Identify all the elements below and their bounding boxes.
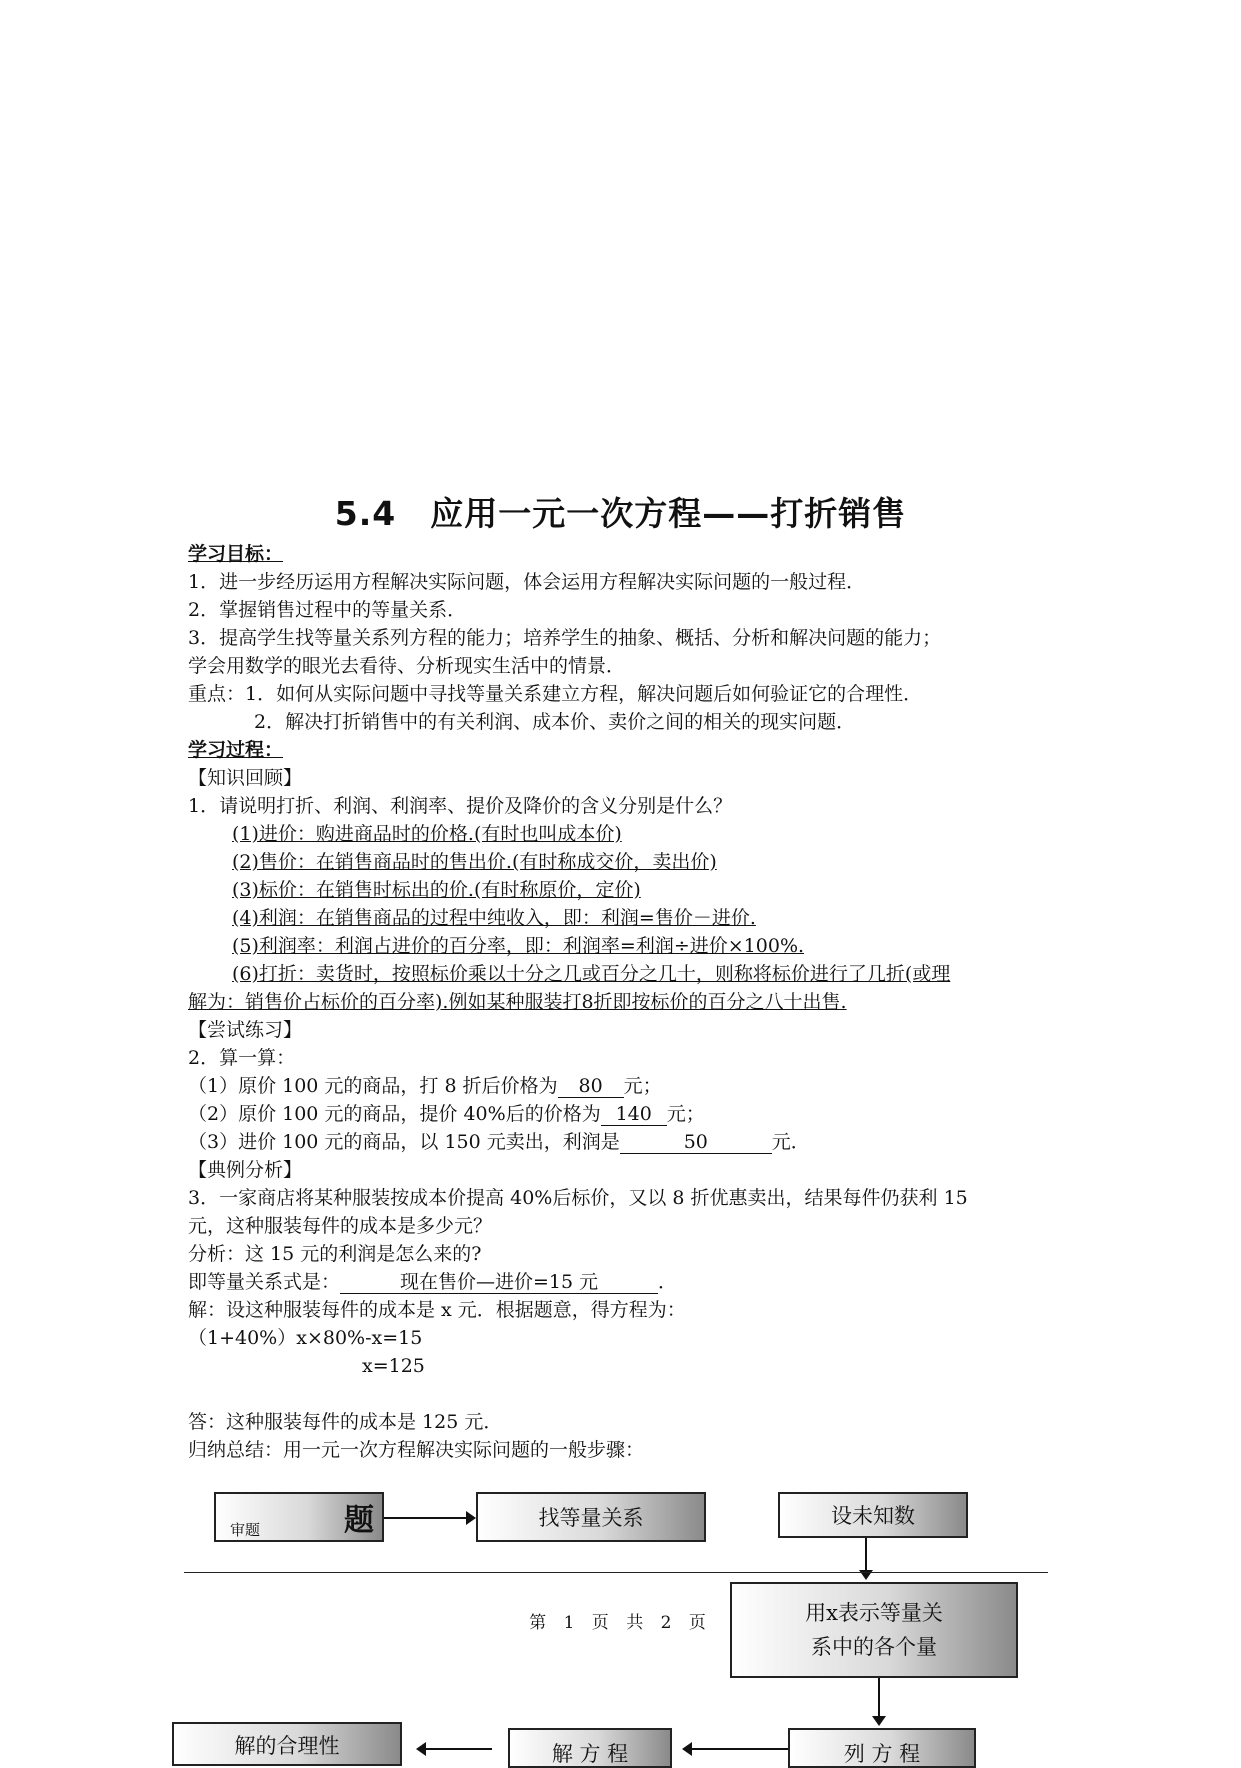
flow-arrowhead-3 [872, 1716, 886, 1726]
flow-box-express-line2: 系中的各个量 [811, 1635, 937, 1659]
practice-3-unit: 元． [771, 1131, 810, 1153]
answer: 答：这种服装每件的成本是 125 元． [188, 1411, 503, 1433]
summary: 归纳总结：用一元一次方程解决实际问题的一般步骤： [188, 1439, 645, 1461]
key-point-1: 重点：1．如何从实际问题中寻找等量关系建立方程，解决问题后如何验证它的合理性． [188, 683, 923, 705]
key-point-2: 2．解决打折销售中的有关利润、成本价、卖价之间的相关的现实问题． [254, 711, 856, 733]
analysis: 分析：这 15 元的利润是怎么来的? [188, 1243, 482, 1265]
flow-box-solve: 解 方 程 [508, 1728, 672, 1768]
practice-1-unit: 元； [623, 1075, 662, 1097]
definition-6b: 解为：销售价占标价的百分率).例如某种服装打8折即按标价的百分之八十出售. [188, 991, 847, 1013]
objective-1: 1．进一步经历运用方程解决实际问题，体会运用方程解决实际问题的一般过程． [188, 571, 866, 593]
definition-3: (3)标价：在销售时标出的价.(有时称原价，定价) [232, 879, 641, 901]
question-3b: 元，这种服装每件的成本是多少元？ [188, 1215, 493, 1237]
equation-1: （1+40%）x×80%-x=15 [188, 1327, 423, 1349]
flow-box-review [214, 1492, 384, 1542]
objectives-heading: 学习目标： [188, 543, 284, 565]
definition-1: (1)进价：购进商品时的价格.(有时也叫成本价) [232, 823, 622, 845]
flow-box-review-small: 审题 [230, 1521, 261, 1539]
page-number: 第 1 页 共 2 页 [529, 1613, 712, 1633]
relation-end: ． [658, 1271, 678, 1293]
practice-1 [188, 1072, 662, 1100]
example-heading: 【典例分析】 [188, 1159, 303, 1181]
relation-answer: 现在售价—进价=15 元 [340, 1271, 658, 1294]
relation [188, 1268, 677, 1296]
practice-1-text: （1）原价 100 元的商品，打 8 折后价格为 [188, 1075, 558, 1097]
flow-box-equation: 列 方 程 [788, 1728, 976, 1768]
practice-2-text: （2）原价 100 元的商品，提价 40%后的价格为 [188, 1103, 601, 1125]
practice-3 [188, 1128, 810, 1156]
objective-3b: 学会用数学的眼光去看待、分析现实生活中的情景． [188, 655, 626, 677]
flow-box-review-big: 题 [344, 1503, 374, 1538]
question-3a: 3．一家商店将某种服装按成本价提高 40%后标价，又以 8 折优惠卖出，结果每件仍获利 15 [188, 1187, 968, 1209]
flow-box-express-line1: 用x表示等量关 [805, 1601, 943, 1625]
definition-4: (4)利润：在销售商品的过程中纯收入，即：利润=售价－进价. [232, 907, 756, 929]
practice-3-answer: 50 [620, 1131, 772, 1154]
practice-1-answer: 80 [558, 1075, 624, 1098]
practice-2-unit: 元； [666, 1103, 705, 1125]
process-heading: 学习过程： [188, 739, 284, 761]
page-title: 5.4 应用一元一次方程——打折销售 [334, 494, 907, 533]
flow-arrow-5 [424, 1748, 492, 1750]
question-1: 1．请说明打折、利润、利润率、提价及降价的含义分别是什么？ [188, 795, 733, 817]
footer-rule [184, 1572, 1048, 1573]
definition-6a: (6)打折：卖货时，按照标价乘以十分之几或百分之几十，则称将标价进行了几折(或理 [232, 963, 951, 985]
flow-box-validity: 解的合理性 [172, 1722, 402, 1766]
question-2: 2．算一算： [188, 1047, 296, 1069]
flow-box-unknown: 设未知数 [778, 1492, 968, 1538]
solution-setup: 解：设这种服装每件的成本是 x 元．根据题意，得方程为： [188, 1299, 686, 1321]
equation-2: x=125 [362, 1355, 425, 1377]
definition-5: (5)利润率：利润占进价的百分率，即：利润率=利润÷进价×100%. [232, 935, 805, 957]
objective-3a: 3．提高学生找等量关系列方程的能力；培养学生的抽象、概括、分析和解决问题的能力； [188, 627, 942, 649]
flow-arrow-1 [384, 1517, 472, 1519]
relation-label: 即等量关系式是： [188, 1271, 341, 1293]
practice-3-text: （3）进价 100 元的商品，以 150 元卖出，利润是 [188, 1131, 620, 1153]
review-heading: 【知识回顾】 [188, 767, 303, 789]
flow-box-relation: 找等量关系 [476, 1492, 706, 1542]
practice-2 [188, 1100, 705, 1128]
flow-arrow-4 [690, 1748, 788, 1750]
objective-2: 2．掌握销售过程中的等量关系． [188, 599, 467, 621]
definition-2: (2)售价：在销售商品时的售出价.(有时称成交价，卖出价) [232, 851, 717, 873]
flow-arrowhead-1 [466, 1511, 476, 1525]
practice-2-answer: 140 [601, 1103, 667, 1126]
practice-heading: 【尝试练习】 [188, 1019, 303, 1041]
